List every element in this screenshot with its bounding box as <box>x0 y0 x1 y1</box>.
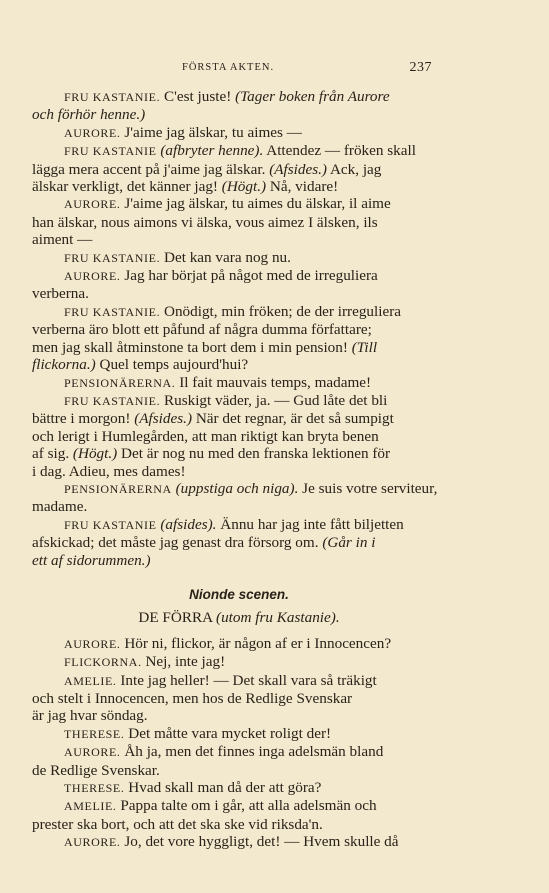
speaker-name: FRU KASTANIE <box>64 144 157 159</box>
speaker-name: AMELIE. <box>64 799 117 814</box>
line-text: När det regnar, är det så sumpigt <box>192 410 394 428</box>
scene-title: Nionde scenen. <box>189 586 289 602</box>
continuation-line <box>32 428 446 445</box>
scene-entry <box>32 609 446 626</box>
speaker-name: AURORE. <box>64 269 121 284</box>
speech-line <box>32 672 446 690</box>
line-text: afskickad; det måste jag genast dra försorg om. <box>32 534 323 552</box>
stage-direction: (afbryter henne). <box>156 142 264 160</box>
speech-line <box>32 195 446 213</box>
speech-line <box>32 516 446 534</box>
stage-direction: (Afsides.) <box>269 160 327 178</box>
continuation-line <box>32 214 446 231</box>
line-text: Je suis votre serviteur, <box>298 479 438 497</box>
speaker-name: AURORE. <box>64 835 121 850</box>
speech-line <box>32 833 446 851</box>
line-text: Attendez — fröken skall <box>263 142 416 160</box>
line-text: aiment — <box>32 231 93 249</box>
line-text: Det kan vara nog nu. <box>160 248 291 266</box>
speaker-name: AMELIE. <box>64 673 117 688</box>
speaker-name: AURORE. <box>64 125 121 140</box>
stage-direction: (Högt.) <box>221 178 267 196</box>
line-text: J'aime jag älskar, tu aimes du älskar, il aime <box>120 195 391 213</box>
speaker-name: FRU KASTANIE. <box>64 304 161 319</box>
line-text: älskar verkligt, det känner jag! <box>32 178 222 196</box>
continuation-line <box>32 816 446 833</box>
line-text: i dag. Adieu, mes dames! <box>32 462 186 480</box>
speaker-name: PENSIONÄRERNA. <box>64 375 176 390</box>
speech-line <box>32 303 446 321</box>
continuation-line <box>32 762 446 779</box>
line-text: de Redlige Svenskar. <box>32 761 160 779</box>
line-text: är jag hvar söndag. <box>32 707 148 725</box>
line-text: lägga mera accent på j'aime jag älskar. <box>32 160 270 178</box>
line-text: Det måtte vara mycket roligt der! <box>124 724 332 742</box>
speaker-name: THERESE. <box>64 781 125 796</box>
line-text: Onödigt, min fröken; de der irreguliera <box>160 302 401 320</box>
continuation-line <box>32 498 446 515</box>
speech-line <box>32 725 446 743</box>
continuation-line <box>32 552 446 569</box>
line-text: Inte jag heller! — Det skall vara så träkigt <box>116 671 377 689</box>
line-text: men jag skall åtminstone ta bort dem i min pension! <box>32 338 352 356</box>
speaker-name: AURORE. <box>64 745 121 760</box>
continuation-line <box>32 285 446 302</box>
line-text: och stelt i Innocencen, men hos de Redlige Svenskar <box>32 690 353 707</box>
speaker-name: THERESE. <box>64 726 125 741</box>
continuation-line <box>32 231 446 248</box>
speaker-name: FRU KASTANIE <box>64 517 157 532</box>
line-text: flickorna.) <box>32 356 96 374</box>
line-text: han älskar, nous aimons vi älska, vous aimez I älsken, ils <box>32 213 378 231</box>
continuation-line <box>32 161 446 178</box>
scene-entry-direction: (utom fru Kastanie). <box>216 609 340 627</box>
speech-line <box>32 374 446 392</box>
continuation-line <box>32 106 446 123</box>
speaker-name: PENSIONÄRERNA <box>64 481 172 496</box>
speech-line <box>32 124 446 142</box>
line-text: Åh ja, men det finnes inga adelsmän bland <box>120 743 384 761</box>
line-text: Pappa talte om i går, att alla adelsmän och <box>116 797 377 815</box>
line-text: och förhör henne.) <box>32 106 146 124</box>
line-text: verberna. <box>32 285 89 303</box>
dialogue-block-2 <box>32 635 446 852</box>
line-text: ett af sidorummen.) <box>32 551 151 569</box>
line-text: Il fait mauvais temps, madame! <box>175 373 372 391</box>
stage-direction: (uppstiga och niga). <box>171 479 299 497</box>
line-text: bättre i morgon! <box>32 410 135 428</box>
line-text: och lerigt i Humlegården, att man riktigt kan bryta benen <box>32 427 379 445</box>
speaker-name: FRU KASTANIE. <box>64 250 161 265</box>
line-text: Nej, inte jag! <box>141 653 226 671</box>
line-text: madame. <box>32 498 88 516</box>
running-title: FÖRSTA AKTEN. <box>182 62 275 73</box>
speech-line <box>32 653 446 671</box>
speech-line <box>32 249 446 267</box>
line-text: Nå, vidare! <box>266 178 339 196</box>
continuation-line <box>32 356 446 373</box>
page-body <box>32 88 446 852</box>
speech-line <box>32 480 446 498</box>
speaker-name: FRU KASTANIE. <box>64 393 161 408</box>
stage-direction: (afsides). <box>156 515 217 533</box>
speech-line <box>32 743 446 761</box>
speech-line <box>32 392 446 410</box>
continuation-line <box>32 707 446 724</box>
line-text: Ännu har jag inte fått biljetten <box>216 515 404 533</box>
stage-direction: (Afsides.) <box>134 410 193 428</box>
continuation-line <box>32 463 446 480</box>
continuation-line <box>32 534 446 551</box>
speaker-name: AURORE. <box>64 636 121 651</box>
line-text: C'est juste! <box>160 88 236 105</box>
continuation-line <box>32 690 446 707</box>
page-number: 237 <box>409 60 432 75</box>
stage-direction: (Till <box>351 338 378 356</box>
speaker-name: FRU KASTANIE. <box>64 90 161 104</box>
continuation-line <box>32 339 446 356</box>
line-text: Det är nog nu med den franska lektionen för <box>117 445 391 463</box>
line-text: Quel temps aujourd'hui? <box>95 356 249 374</box>
speech-line <box>32 267 446 285</box>
line-text: J'aime jag älskar, tu aimes — <box>120 123 302 141</box>
line-text: Jag har börjat på något med de irreguliera <box>120 267 378 285</box>
scene-entry-text: DE FÖRRA <box>138 609 217 627</box>
continuation-line <box>32 178 446 195</box>
speaker-name: FLICKORNA. <box>64 655 142 670</box>
stage-direction: (Går in i <box>322 534 376 552</box>
continuation-line <box>32 410 446 427</box>
stage-direction: (Tager boken från Aurore <box>235 88 390 105</box>
line-text: af sig. <box>32 445 73 463</box>
line-text: Ack, jag <box>326 160 382 178</box>
continuation-line <box>32 445 446 462</box>
line-text: Hör ni, flickor, är någon af er i Innocencen? <box>120 634 392 652</box>
continuation-line <box>32 321 446 338</box>
line-text: prester ska bort, och att det ska ske vid riksda'n. <box>32 815 323 833</box>
speech-line <box>32 635 446 653</box>
line-text: Ruskigt väder, ja. — Gud låte det bli <box>160 391 388 409</box>
speech-line <box>32 142 446 160</box>
speech-line <box>32 797 446 815</box>
speech-line <box>32 88 446 106</box>
speaker-name: AURORE. <box>64 197 121 212</box>
line-text: Jo, det vore hyggligt, det! — Hvem skulle då <box>120 833 399 851</box>
dialogue-block-1 <box>32 88 446 569</box>
line-text: verberna äro blott ett påfund af några dumma författare; <box>32 321 372 339</box>
line-text: Hvad skall man då der att göra? <box>124 779 322 797</box>
speech-line <box>32 779 446 797</box>
stage-direction: (Högt.) <box>72 445 118 463</box>
